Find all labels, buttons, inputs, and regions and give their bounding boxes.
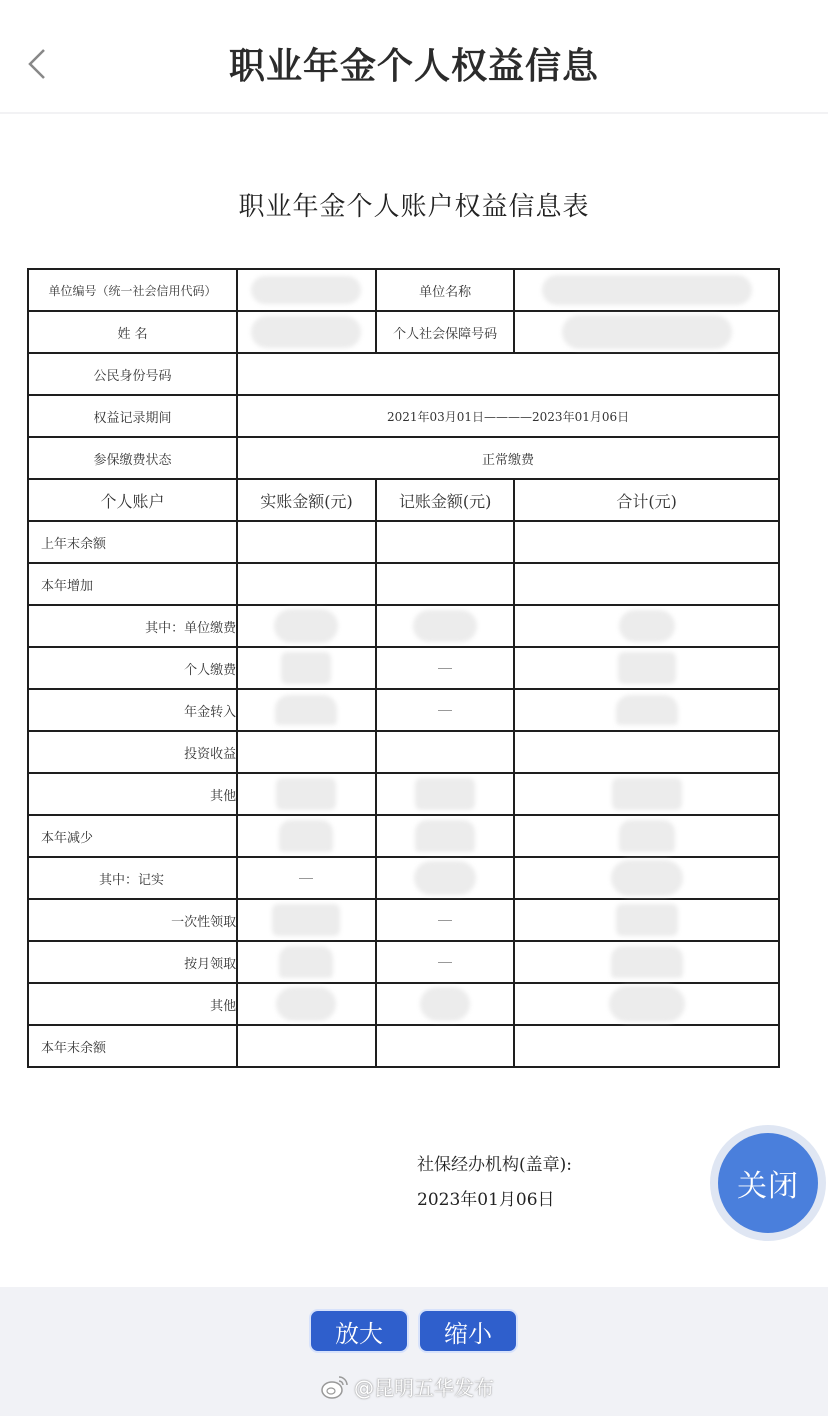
notional-amount-cell	[376, 689, 514, 731]
unit-name-label: 单位名称	[376, 269, 514, 311]
close-button[interactable]	[710, 1125, 826, 1241]
total-amount-cell	[514, 689, 779, 731]
id-label: 公民身份号码	[28, 353, 237, 395]
total-amount-cell	[514, 983, 779, 1025]
row-label: 其他	[28, 983, 237, 1025]
name-label: 姓 名	[28, 311, 237, 353]
row-label: 本年减少	[28, 815, 237, 857]
table-row	[28, 941, 779, 983]
table-row	[28, 395, 779, 437]
row-label: 投资收益	[28, 731, 237, 773]
row-label: 一次性领取	[28, 899, 237, 941]
total-amount-cell	[514, 731, 779, 773]
notional-amount-cell	[376, 941, 514, 983]
column-header: 实账金额(元)	[237, 479, 376, 521]
ssn-label: 个人社会保障号码	[376, 311, 514, 353]
actual-amount-cell	[237, 1025, 376, 1067]
total-amount-cell	[514, 815, 779, 857]
table-row	[28, 605, 779, 647]
ssn-value	[514, 311, 779, 353]
table-row	[28, 815, 779, 857]
notional-amount-cell	[376, 731, 514, 773]
row-label: 其中：记实	[28, 857, 237, 899]
weibo-icon	[320, 1374, 350, 1400]
table-header-row	[28, 479, 779, 521]
watermark-text: @昆明五华发布	[354, 1376, 494, 1400]
row-label: 本年增加	[28, 563, 237, 605]
unit-code-value	[237, 269, 376, 311]
column-header: 个人账户	[28, 479, 237, 521]
row-label: 按月领取	[28, 941, 237, 983]
table-row	[28, 773, 779, 815]
dash-placeholder	[438, 920, 452, 921]
table-row	[28, 731, 779, 773]
total-amount-cell	[514, 1025, 779, 1067]
seal-date: 2023年01月06日	[417, 1190, 555, 1210]
table-row	[28, 437, 779, 479]
row-label: 本年末余额	[28, 1025, 237, 1067]
period-value: 2021年03月01日————2023年01月06日	[237, 395, 779, 437]
table-row	[28, 563, 779, 605]
row-label: 其他	[28, 773, 237, 815]
table-row	[28, 521, 779, 563]
notional-amount-cell	[376, 773, 514, 815]
row-label: 年金转入	[28, 689, 237, 731]
page-title: 职业年金个人权益信息	[228, 46, 599, 87]
notional-amount-cell	[376, 563, 514, 605]
actual-amount-cell	[237, 941, 376, 983]
column-header: 合计(元)	[514, 479, 779, 521]
unit-code-label: 单位编号（统一社会信用代码）	[28, 269, 237, 311]
actual-amount-cell	[237, 773, 376, 815]
zoom-out-button[interactable]: 缩小	[418, 1309, 518, 1353]
total-amount-cell	[514, 605, 779, 647]
nav-bar	[0, 0, 828, 114]
status-label: 参保缴费状态	[28, 437, 237, 479]
table-row	[28, 857, 779, 899]
table-row	[28, 1025, 779, 1067]
notional-amount-cell	[376, 647, 514, 689]
notional-amount-cell	[376, 521, 514, 563]
table-row	[28, 353, 779, 395]
notional-amount-cell	[376, 983, 514, 1025]
total-amount-cell	[514, 941, 779, 983]
actual-amount-cell	[237, 521, 376, 563]
notional-amount-cell	[376, 899, 514, 941]
column-header: 记账金额(元)	[376, 479, 514, 521]
total-amount-cell	[514, 647, 779, 689]
dash-placeholder	[299, 878, 313, 879]
watermark	[320, 1372, 494, 1401]
dash-placeholder	[438, 668, 452, 669]
table-row	[28, 689, 779, 731]
total-amount-cell	[514, 857, 779, 899]
table-row	[28, 983, 779, 1025]
zoom-in-button[interactable]: 放大	[309, 1309, 409, 1353]
dash-placeholder	[438, 710, 452, 711]
actual-amount-cell	[237, 899, 376, 941]
bottom-toolbar	[0, 1287, 828, 1416]
actual-amount-cell	[237, 983, 376, 1025]
notional-amount-cell	[376, 815, 514, 857]
pension-rights-table	[27, 268, 780, 1068]
total-amount-cell	[514, 563, 779, 605]
table-row	[28, 647, 779, 689]
notional-amount-cell	[376, 1025, 514, 1067]
table-row	[28, 269, 779, 311]
actual-amount-cell	[237, 731, 376, 773]
seal-label: 社保经办机构(盖章):	[417, 1155, 572, 1175]
document-title: 职业年金个人账户权益信息表	[238, 192, 590, 222]
row-label: 上年末余额	[28, 521, 237, 563]
dash-placeholder	[438, 962, 452, 963]
actual-amount-cell	[237, 815, 376, 857]
actual-amount-cell	[237, 689, 376, 731]
total-amount-cell	[514, 899, 779, 941]
actual-amount-cell	[237, 563, 376, 605]
id-value	[237, 353, 779, 395]
total-amount-cell	[514, 773, 779, 815]
actual-amount-cell	[237, 605, 376, 647]
notional-amount-cell	[376, 857, 514, 899]
unit-name-value	[514, 269, 779, 311]
total-amount-cell	[514, 521, 779, 563]
table-row	[28, 899, 779, 941]
name-value	[237, 311, 376, 353]
row-label: 其中：单位缴费	[28, 605, 237, 647]
row-label: 个人缴费	[28, 647, 237, 689]
actual-amount-cell	[237, 857, 376, 899]
actual-amount-cell	[237, 647, 376, 689]
status-value: 正常缴费	[237, 437, 779, 479]
period-label: 权益记录期间	[28, 395, 237, 437]
close-button-label: 关闭	[718, 1133, 818, 1233]
notional-amount-cell	[376, 605, 514, 647]
table-row	[28, 311, 779, 353]
